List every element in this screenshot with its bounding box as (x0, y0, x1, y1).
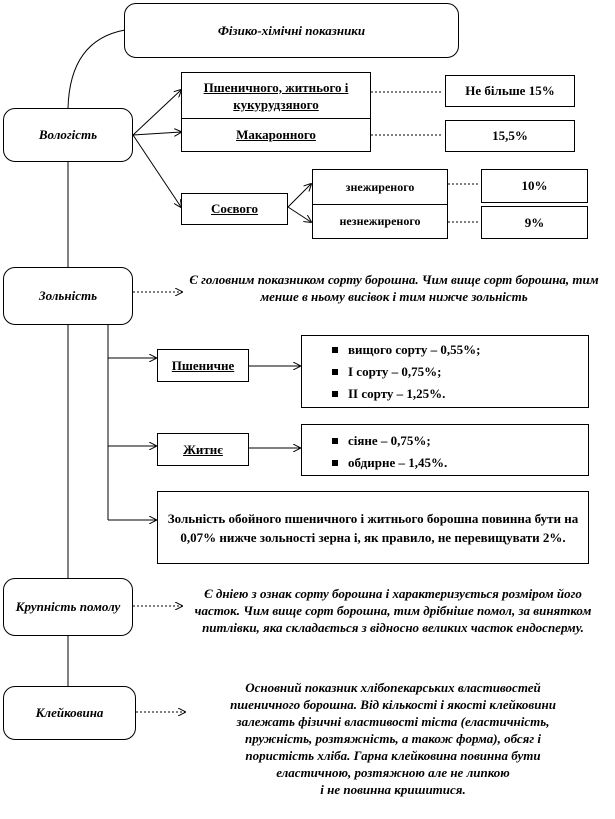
rye-ash-item: сіяне – 0,75%; (302, 430, 588, 452)
wheat-rye-corn-value-box (445, 75, 575, 107)
pasta-value: 15,5% (492, 128, 528, 143)
grind-node (3, 578, 133, 636)
wheat-ash-item: вищого сорту – 0,55%; (302, 339, 588, 361)
ash-description-text: Є головним показником сорту борошна. Чим вище сорт борошна, тим менше в ньому висівок і тим нижче зольність (189, 272, 599, 304)
pasta-box (181, 118, 371, 152)
defatted-value: 10% (521, 178, 548, 193)
wheat-rye-corn-box (181, 72, 371, 118)
non-defatted-box (312, 204, 448, 239)
soy-box (181, 193, 288, 225)
grind-description-text: Є дніею з ознак сорту борошна і характеризується розміром його часток. Чим вище сорт борошна, тим дрібніше помол, за винятком питлівки, яка складається з відносно великих часток ендосперму. (194, 586, 592, 635)
gluten-label: Клейковина (35, 705, 104, 720)
gluten-line: пружність, розтяжність, а також форма), обсяг і (244, 731, 542, 746)
wheat-ash-item: ІІ сорту – 1,25%. (302, 383, 588, 405)
non-defatted-label: незнежиреного (339, 214, 421, 228)
defatted-value-box (481, 169, 588, 203)
rye-ash-values (301, 424, 589, 476)
wheat-ash-label: Пшеничне (171, 357, 235, 373)
ash-description (188, 271, 600, 305)
gluten-line: пористість хліба. Гарна клейковина повинна бути (245, 748, 541, 763)
rye-ash-box (157, 433, 249, 466)
wheat-ash-box (157, 349, 249, 382)
gluten-description (188, 679, 598, 798)
grind-description (185, 585, 601, 636)
defatted-label: знежиреного (345, 179, 415, 194)
gluten-line: Основний показник хлібопекарських властивостей (245, 680, 541, 695)
non-defatted-value-box (481, 206, 588, 239)
diagram-title: Фізико-хімічні показники (217, 22, 366, 38)
wheat-rye-corn-value: Не більше 15% (465, 83, 555, 98)
grind-label: Крупність помолу (15, 599, 121, 614)
soy-label: Соєвого (210, 201, 259, 216)
gluten-line: еластичною, розтяжною але не липкою (276, 765, 510, 780)
wheat-rye-corn-label: Пшеничного, житнього і кукурудзяного (203, 79, 349, 112)
rye-ash-label: Житнє (183, 441, 223, 457)
moisture-label: Вологість (38, 127, 98, 142)
gluten-line: залежать фізичні властивості тіста (еластичність, (236, 714, 550, 729)
non-defatted-value: 9% (524, 214, 545, 230)
gluten-line: пшеничного борошна. Від кількості і якості клейковини (230, 697, 556, 712)
ash-label: Зольність (38, 288, 98, 303)
gluten-line: і не повинна кришитися. (320, 782, 466, 797)
wheat-ash-item: І сорту – 0,75%; (302, 361, 588, 383)
title-box (124, 3, 459, 58)
wheat-ash-values (301, 335, 589, 408)
pasta-label: Макаронного (236, 127, 316, 142)
moisture-node (3, 108, 133, 162)
defatted-box (312, 169, 448, 204)
gluten-node (3, 686, 136, 740)
wholegrain-note-box (157, 491, 589, 564)
pasta-value-box (445, 120, 575, 152)
wholegrain-note: Зольність обойного пшеничного і житнього борошна повинна бути на 0,07% нижче зольності зерна і, як правило, не перевищувати 2%. (167, 510, 579, 545)
rye-ash-item: обдирне – 1,45%. (302, 452, 588, 474)
ash-node (3, 267, 133, 325)
